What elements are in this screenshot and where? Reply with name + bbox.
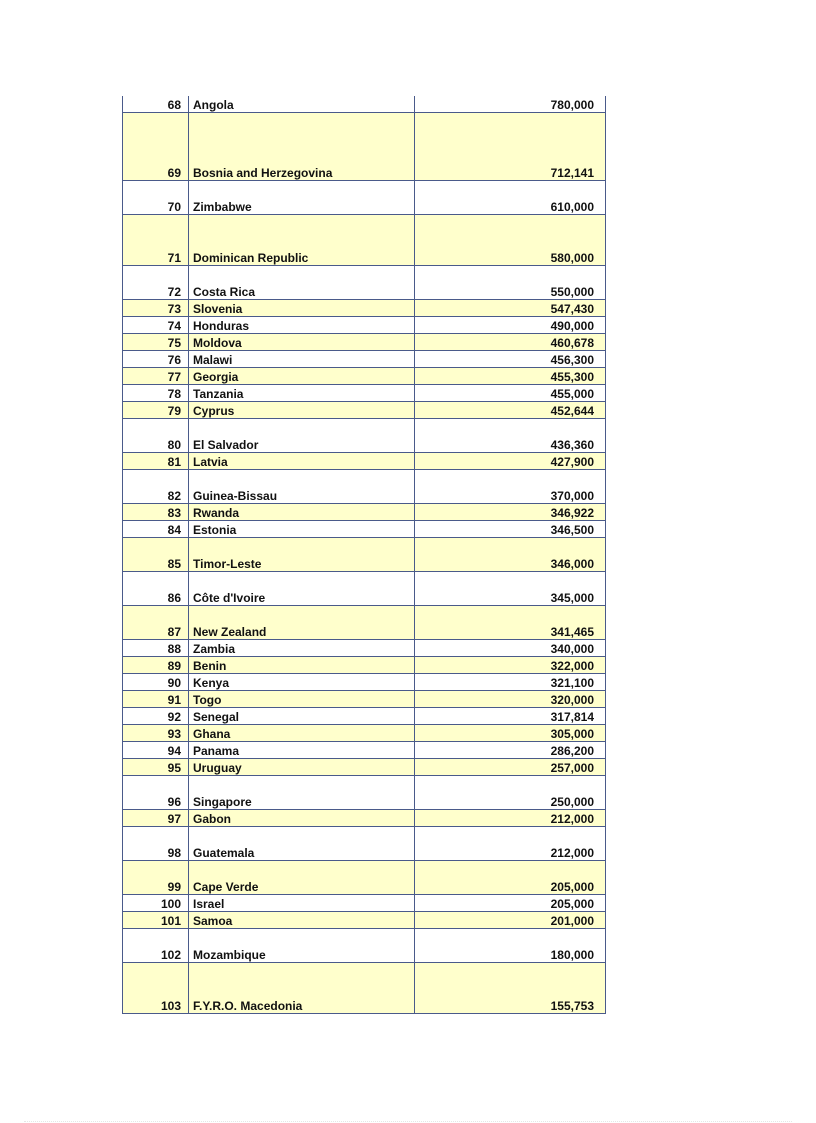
rank-cell: 80 [123,419,189,453]
value-cell: 250,000 [415,776,606,810]
table-row [123,317,606,334]
rank-cell: 98 [123,827,189,861]
value-cell: 212,000 [415,810,606,827]
value-cell: 212,000 [415,827,606,861]
value-cell: 427,900 [415,453,606,470]
value-cell: 346,000 [415,538,606,572]
value-cell: 322,000 [415,657,606,674]
table-row [123,181,606,215]
table-row [123,776,606,810]
rank-cell: 95 [123,759,189,776]
country-cell: F.Y.R.O. Macedonia [189,963,415,1014]
rank-cell: 76 [123,351,189,368]
table-row [123,606,606,640]
country-cell: Zimbabwe [189,181,415,215]
value-cell: 346,922 [415,504,606,521]
country-cell: Estonia [189,521,415,538]
rank-cell: 70 [123,181,189,215]
rank-cell: 69 [123,113,189,181]
page-footer-divider [24,1121,792,1122]
table-row [123,674,606,691]
value-cell: 341,465 [415,606,606,640]
country-cell: Singapore [189,776,415,810]
rank-cell: 97 [123,810,189,827]
rank-cell: 74 [123,317,189,334]
country-cell: Mozambique [189,929,415,963]
value-cell: 550,000 [415,266,606,300]
country-cell: Latvia [189,453,415,470]
country-cell: Malawi [189,351,415,368]
value-cell: 286,200 [415,742,606,759]
table-row [123,963,606,1014]
country-cell: Rwanda [189,504,415,521]
value-cell: 345,000 [415,572,606,606]
country-cell: New Zealand [189,606,415,640]
rank-cell: 100 [123,895,189,912]
table-row [123,385,606,402]
rank-cell: 94 [123,742,189,759]
value-cell: 436,360 [415,419,606,453]
value-cell: 321,100 [415,674,606,691]
table-row [123,708,606,725]
table-row [123,521,606,538]
table-row [123,419,606,453]
rank-cell: 103 [123,963,189,1014]
country-cell: Cape Verde [189,861,415,895]
rank-cell: 93 [123,725,189,742]
table-row [123,538,606,572]
table-row [123,810,606,827]
country-cell: Georgia [189,368,415,385]
table-row [123,470,606,504]
table-row [123,725,606,742]
value-cell: 452,644 [415,402,606,419]
rank-cell: 82 [123,470,189,504]
table-row [123,759,606,776]
value-cell: 460,678 [415,334,606,351]
country-cell: Ghana [189,725,415,742]
table-row [123,300,606,317]
value-cell: 455,000 [415,385,606,402]
country-cell: Gabon [189,810,415,827]
value-cell: 205,000 [415,861,606,895]
rank-cell: 92 [123,708,189,725]
country-cell: Zambia [189,640,415,657]
rank-cell: 87 [123,606,189,640]
value-cell: 201,000 [415,912,606,929]
country-cell: Cyprus [189,402,415,419]
rank-cell: 102 [123,929,189,963]
country-cell: Angola [189,96,415,113]
value-cell: 490,000 [415,317,606,334]
table-row [123,113,606,181]
rank-cell: 85 [123,538,189,572]
rank-cell: 90 [123,674,189,691]
table-row [123,572,606,606]
rank-cell: 96 [123,776,189,810]
rank-cell: 68 [123,96,189,113]
table-row [123,895,606,912]
rank-cell: 101 [123,912,189,929]
rank-cell: 86 [123,572,189,606]
table-body [123,96,606,1014]
value-cell: 257,000 [415,759,606,776]
country-cell: Bosnia and Herzegovina [189,113,415,181]
country-cell: Samoa [189,912,415,929]
table-row [123,266,606,300]
country-cell: Togo [189,691,415,708]
table-row [123,861,606,895]
table-row [123,402,606,419]
table-row [123,742,606,759]
rank-cell: 99 [123,861,189,895]
value-cell: 305,000 [415,725,606,742]
table-row [123,504,606,521]
rank-cell: 83 [123,504,189,521]
country-cell: Honduras [189,317,415,334]
value-cell: 340,000 [415,640,606,657]
country-cell: Tanzania [189,385,415,402]
country-cell: Dominican Republic [189,215,415,266]
table-row [123,215,606,266]
rank-cell: 73 [123,300,189,317]
table-row [123,96,606,113]
country-cell: Slovenia [189,300,415,317]
rank-cell: 72 [123,266,189,300]
rank-cell: 75 [123,334,189,351]
value-cell: 205,000 [415,895,606,912]
value-cell: 455,300 [415,368,606,385]
table-row [123,827,606,861]
rank-cell: 78 [123,385,189,402]
table-row [123,929,606,963]
value-cell: 370,000 [415,470,606,504]
country-cell: Panama [189,742,415,759]
table-row [123,453,606,470]
country-cell: Israel [189,895,415,912]
country-cell: Uruguay [189,759,415,776]
country-cell: El Salvador [189,419,415,453]
value-cell: 155,753 [415,963,606,1014]
table-row [123,912,606,929]
value-cell: 180,000 [415,929,606,963]
rank-cell: 81 [123,453,189,470]
table-row [123,691,606,708]
value-cell: 580,000 [415,215,606,266]
table-row [123,351,606,368]
value-cell: 712,141 [415,113,606,181]
value-cell: 346,500 [415,521,606,538]
value-cell: 547,430 [415,300,606,317]
rank-cell: 77 [123,368,189,385]
country-cell: Senegal [189,708,415,725]
country-cell: Benin [189,657,415,674]
value-cell: 320,000 [415,691,606,708]
value-cell: 456,300 [415,351,606,368]
rank-cell: 71 [123,215,189,266]
rank-cell: 89 [123,657,189,674]
country-cell: Guinea-Bissau [189,470,415,504]
rank-cell: 84 [123,521,189,538]
table-row [123,640,606,657]
table-row [123,368,606,385]
country-cell: Kenya [189,674,415,691]
value-cell: 610,000 [415,181,606,215]
value-cell: 317,814 [415,708,606,725]
country-cell: Costa Rica [189,266,415,300]
country-ranking-table [122,96,606,1014]
country-cell: Côte d'Ivoire [189,572,415,606]
country-cell: Moldova [189,334,415,351]
rank-cell: 88 [123,640,189,657]
rank-cell: 79 [123,402,189,419]
value-cell: 780,000 [415,96,606,113]
rank-cell: 91 [123,691,189,708]
table-row [123,657,606,674]
country-cell: Guatemala [189,827,415,861]
table-row [123,334,606,351]
country-cell: Timor-Leste [189,538,415,572]
